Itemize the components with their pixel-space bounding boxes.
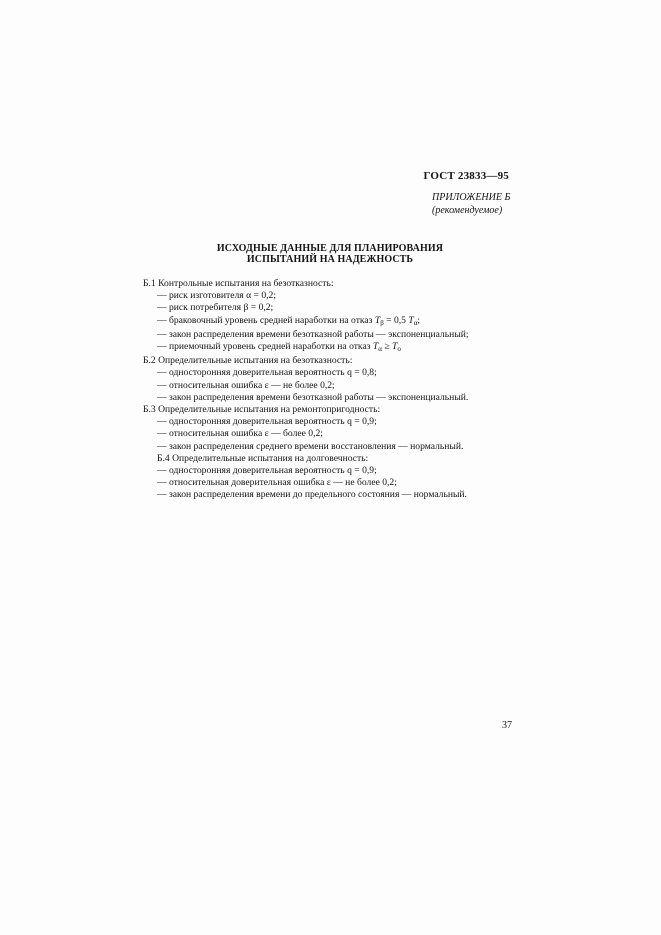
b1-heading: Б.1 Контрольные испытания на безотказность:: [143, 278, 334, 289]
title-line-2: ИСПЫТАНИЙ НА НАДЕЖНОСТЬ: [246, 254, 414, 265]
b1-reject-mid: = 0,5: [383, 314, 409, 326]
b1-accept-prefix: — приемочный уровень средней наработки на отказ: [157, 341, 373, 353]
b1-consumer-risk: — риск потребителя β = 0,2;: [157, 302, 274, 314]
annex-status: (рекомендуемое): [432, 205, 503, 216]
b1-distribution: — закон распределения времени безотказной работы — экспоненциальный;: [157, 328, 469, 340]
b3-error: — относительная ошибка ε — более 0,2;: [157, 428, 323, 440]
b1-reject-level: [143, 315, 513, 329]
section-title: [140, 243, 520, 265]
b4-confidence: — односторонняя доверительная вероятность q = 0,9;: [157, 465, 377, 477]
b3-heading: Б.3 Определительные испытания на ремонтопригодность:: [143, 404, 381, 416]
b4-error: — относительная доверительная ошибка ε — не более 0,2;: [157, 477, 397, 489]
b1-reject-T0: T: [408, 314, 414, 326]
annex-title: ПРИЛОЖЕНИЕ Б: [432, 192, 511, 203]
b1-producer-risk: — риск изготовителя α = 0,2;: [157, 290, 276, 302]
b1-accept-T-sub: α: [378, 345, 382, 354]
b1-accept-T: T: [372, 341, 379, 353]
b2-error: — относительная ошибка ε — не более 0,2;: [157, 379, 335, 391]
document-body: [143, 278, 513, 502]
b2-distribution: — закон распределения времени безотказной работы — экспоненциальный.: [157, 391, 469, 403]
page-number: 37: [502, 720, 512, 731]
b1-accept-T0-sub: o: [397, 345, 401, 354]
b1-reject-T-sub: β: [380, 318, 384, 327]
standard-number: ГОСТ 23833—95: [423, 170, 509, 182]
b1-accept-level: [143, 341, 513, 355]
b1-accept-T0: T: [391, 341, 398, 353]
b1-reject-T0-sub: α: [413, 318, 418, 327]
annex-label: [432, 191, 510, 217]
b1-accept-mid: ≥: [381, 341, 392, 353]
b4-heading: Б.4 Определительные испытания на долговечность:: [157, 452, 369, 464]
b1-reject-end: ;: [417, 314, 421, 326]
b4-distribution: — закон распределения времени до предельного состояния — нормальный.: [157, 489, 467, 501]
b2-heading: Б.2 Определительные испытания на безотказность:: [143, 355, 353, 367]
title-line-1: ИСХОДНЫЕ ДАННЫЕ ДЛЯ ПЛАНИРОВАНИЯ: [216, 243, 444, 254]
b1-reject-T: T: [374, 314, 381, 326]
b3-distribution: — закон распределения среднего времени восстановления — нормальный.: [157, 440, 464, 452]
b1-reject-prefix: — браковочный уровень средней наработки на отказ: [157, 314, 375, 326]
b3-confidence: — односторонняя доверительная вероятность q = 0,9;: [157, 416, 377, 428]
b2-confidence: — односторонняя доверительная вероятность q = 0,8;: [157, 367, 377, 379]
